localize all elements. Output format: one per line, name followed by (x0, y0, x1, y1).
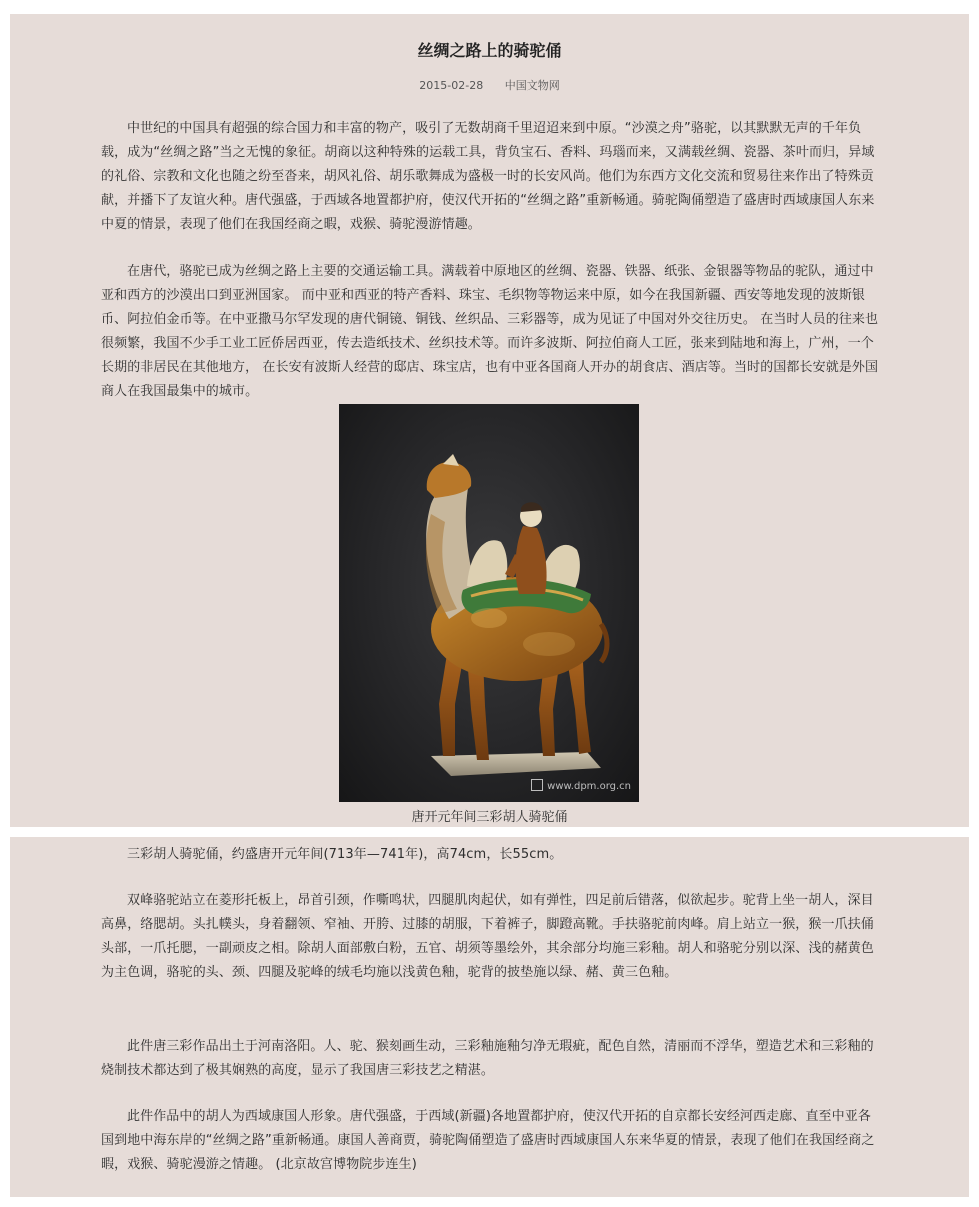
paragraph-tang-trade: 在唐代，骆驼已成为丝绸之路上主要的交通运输工具。满载着中原地区的丝绸、瓷器、铁器、纸张、金银器等物品的驼队，通过中亚和西方的沙漠出口到亚洲国家。 而中亚和西亚的特产香料、珠宝、毛织物等物运来中原，如今在我国新疆、西安等地发现的波斯银币、阿拉伯金币等。在中亚撒马尔罕发现的唐代铜镜、铜钱、丝织品、三彩器等，成为见证了中国对外交往历史。 在当时人员的往来也很频繁，我国不少手工业工匠侨居西亚，传去造纸技术、丝织技术等。而许多波斯、阿拉伯商人工匠，张来到陆地和海上，广州，一个长期的非居民在其他地方， 在长安有波斯人经营的邸店、珠宝店，也有中亚各国商人开办的胡食店、酒店等。当时的国都长安就是外国商人在我国最集中的城市。 (101, 264, 879, 399)
paragraph-description: 双峰骆驼站立在菱形托板上，昂首引颈，作嘶鸣状，四腿肌肉起伏，如有弹性，四足前后错落，似欲起步。驼背上坐一胡人，深目高鼻，络腮胡。头扎幞头，身着翻领、窄袖、开胯、过膝的胡服，下着裤子，脚蹬高靴。手扶骆驼前肉峰。肩上站立一猴，猴一爪扶俑头部，一爪托腮，一副顽皮之相。除胡人面部敷白粉，五官、胡须等墨绘外，其余部分均施三彩釉。胡人和骆驼分别以深、浅的赭黄色为主色调，骆驼的头、颈、四腿及驼峰的绒毛均施以浅黄色釉，驼背的披垫施以绿、赭、黄三色釉。 (101, 893, 874, 980)
article-title: 丝绸之路上的骑驼俑 (417, 41, 562, 60)
article-date: 2015-02-28 (419, 79, 484, 92)
paragraph-intro: 中世纪的中国具有超强的综合国力和丰富的物产，吸引了无数胡商千里迢迢来到中原。“沙漠之舟”骆驼，以其默默无声的千年负载，成为“丝绸之路”当之无愧的象征。胡商以这种特殊的运载工具，背负宝石、香料、玛瑙而来，又满载丝绸、瓷器、茶叶而归，异域的礼俗、宗教和文化也随之纷至沓来，胡风礼俗、胡乐歌舞成为盛极一时的长安风尚。他们为东西方文化交流和贸易往来作出了特殊贡献，并播下了友谊火种。唐代强盛，于西域各地置都护府，使汉代开拓的“丝绸之路”重新畅通。骑驼陶俑塑造了盛唐时西域康国人东来中夏的情景，表现了他们在我国经商之暇，戏猴、骑驼漫游情趣。 (101, 121, 875, 232)
image-watermark (531, 779, 631, 792)
watermark-text: www.dpm.org.cn (547, 781, 631, 792)
museum-logo-icon (531, 779, 543, 791)
image-caption: 唐开元年间三彩胡人骑驼俑 (411, 810, 568, 825)
article-source: 中国文物网 (504, 79, 560, 92)
paragraph-craft: 此件唐三彩作品出土于河南洛阳。人、驼、猴刻画生动，三彩釉施釉匀净无瑕疵，配色自然，清丽而不浮华，塑造艺术和三彩釉的烧制技术都达到了极其娴熟的高度，显示了我国唐三彩技艺之精湛。 (101, 1039, 874, 1078)
paragraph-history: 此件作品中的胡人为西域康国人形象。唐代强盛，于西域(新疆)各地置都护府，使汉代开拓的自京都长安经河西走廊、直至中亚各国到地中海东岸的“丝绸之路”重新畅通。康国人善商贾，骑驼陶俑塑造了盛唐时西域康国人东来华夏的情景，表现了他们在我国经商之暇，戏猴、骑驼漫游之情趣。 (北京故宫博物院步连生) (101, 1109, 875, 1172)
article-meta (10, 77, 969, 93)
paragraph-specs: 三彩胡人骑驼俑，约盛唐开元年间(713年—741年)，高74cm，长55cm。 (127, 847, 563, 862)
camel-figurine-illustration (339, 404, 639, 802)
camel-figurine-photo (339, 404, 639, 802)
article-panel-bottom (10, 837, 969, 1197)
article-panel-top (10, 14, 969, 827)
